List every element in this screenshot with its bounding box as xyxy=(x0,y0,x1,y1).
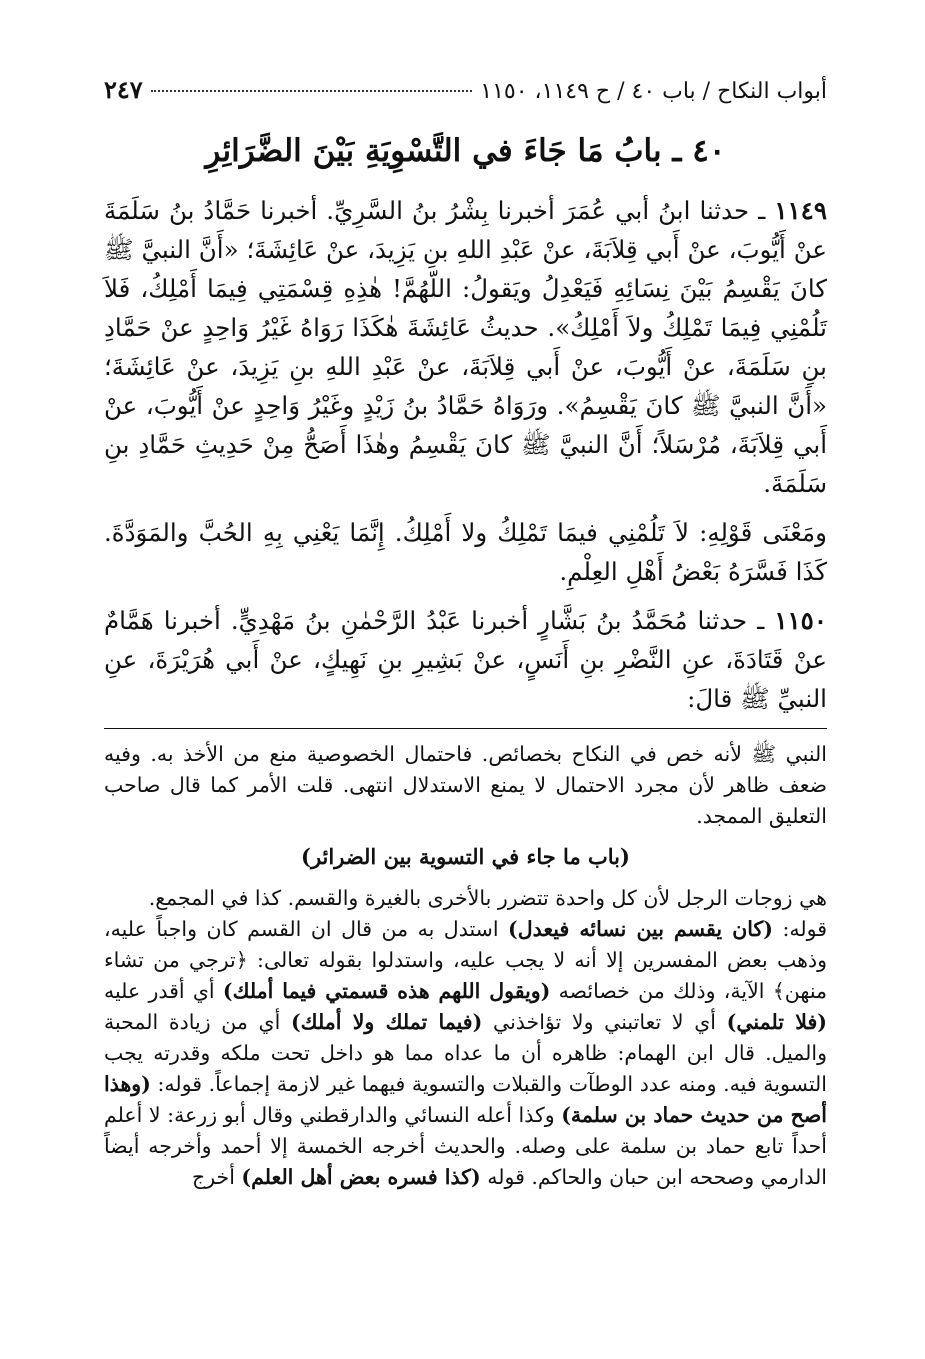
hadith-1150 xyxy=(104,601,827,718)
quoted-lemma: (كان يقسم بين نسائه فيعدل) xyxy=(508,917,773,942)
commentary-text: أي لا تعاتبني ولا تؤاخذني xyxy=(482,1010,727,1035)
footnote-divider xyxy=(104,728,827,729)
commentary-text: قوله: xyxy=(772,917,827,942)
quoted-lemma: (فيما تملك ولا أملك) xyxy=(290,1010,483,1035)
hadith-1149 xyxy=(104,191,827,503)
commentary-text: استدل به من قال ان القسم كان واجباً عليه، وذهب بعض المفسرين إلا أنه لا يجب عليه، واستدلوا بقوله تعالى: ﴿ترجي من تشاء منهن﴾ الآية، وذلك من خصائصه xyxy=(104,917,827,1004)
quoted-lemma: (ويقول اللهم هذه قسمتي فيما أملك) xyxy=(222,979,551,1004)
running-header-title: أبواب النكاح / باب ٤٠ / ح ١١٤٩، ١١٥٠ xyxy=(480,79,827,104)
commentary-text: أخرج xyxy=(191,1165,242,1190)
commentary-paragraph xyxy=(104,914,827,1193)
commentary-paragraph: هي زوجات الرجل لأن كل واحدة تتضرر بالأخرى بالغيرة والقسم. كذا في المجمع. xyxy=(148,886,827,911)
commentary-continuation: النبي ﷺ لأنه خص في النكاح بخصائص. فاحتمال الخصوصية منع من الأخذ به. وفيه ضعف ظاهر لأن مجرد الاحتمال لا يمنع الاستدلال انتهى. قلت الأمر كما قال صاحب التعليق الممجد. xyxy=(104,742,827,829)
chapter-title: ٤٠ ـ بابُ مَا جَاءَ في التَّسْوِيَةِ بَيْنَ الضَّرَائِرِ xyxy=(205,133,726,169)
hadith-number: ١١٤٩ xyxy=(774,196,827,226)
commentary-text: أي أقدر عليه xyxy=(104,979,223,1004)
leader-dots xyxy=(151,89,473,92)
hadith-text: ـ حدثنا ابنُ أبي عُمَرَ أخبرنا بِشْرُ بنُ السَّرِيِّ. أخبرنا حَمَّادُ بنُ سَلَمَةَ عنْ أَيُّوبَ، عنْ أَبي قِلاَبَةَ، عنْ عَبْدِ اللهِ بنِ يَزِيدَ، عنْ عَائِشَةَ؛ «أَنَّ النبيَّ ﷺ كانَ يَقْسِمُ بَيْنَ نِسَائِهِ فَيَعْدِلُ ويَقولُ: اللّهُمَّ! هٰذِهِ قِسْمَتِي فِيمَا أَمْلِكُ، فَلاَ تَلُمْنِي فِيمَا تَمْلِكُ ولاَ أَمْلِكُ». حديثُ عَائِشَةَ هٰكَذَا رَوَاهُ غَيْرُ وَاحِدٍ عنْ حَمَّادِ بنِ سَلَمَةَ، عنْ أَيُّوبَ، عنْ أَبي قِلاَبَةَ، عنْ عَبْدِ اللهِ بنِ يَزِيدَ، عنْ عَائِشَةَ؛ «أَنَّ النبيَّ ﷺ كانَ يَقْسِمُ». ورَوَاهُ حَمَّادُ بنُ زَيْدٍ وغَيْرُ وَاحِدٍ عنْ أَيُّوبَ، عنْ أَبي قِلاَبَةَ، مُرْسَلاً؛ أَنَّ النبيَّ ﷺ كانَ يَقْسِمُ وهٰذَا أَصَحُّ مِنْ حَدِيثِ حَمَّادِ بنِ سَلَمَةَ. xyxy=(104,196,827,499)
meaning-note: ومَعْنَى قَوْلِهِ: لاَ تَلُمْنِي فيمَا تَمْلِكُ ولا أَمْلِكُ. إِنَّمَا يَعْنِي بِهِ الحُبَّ والمَوَدَّةَ. كَذَا فَسَّرَهُ بَعْضُ أَهْلِ العِلْمِ. xyxy=(104,518,827,587)
page-number: ٢٤٧ xyxy=(104,75,143,104)
running-header xyxy=(104,75,827,104)
quoted-lemma: (وهذا أصح من حديث حماد بن سلمة) xyxy=(104,1072,827,1128)
commentary-section-title: (باب ما جاء في التسوية بين الضرائر) xyxy=(301,844,630,870)
commentary-text: أي من زيادة المحبة والميل. قال ابن الهمام: ظاهره أن ما عداه مما هو داخل تحت ملكه وقدرته يجب التسوية فيه. ومنه عدد الوطآت والقبلات والتسوية فيهما غير لازمة إجماعاً. قوله: xyxy=(104,1010,827,1097)
hadith-number: ١١٥٠ xyxy=(774,606,827,636)
quoted-lemma: (فلا تلمني) xyxy=(726,1010,827,1035)
quoted-lemma: (كذا فسره بعض أهل العلم) xyxy=(241,1165,481,1190)
hadith-text: ـ حدثنا مُحَمَّدُ بنُ بَشَّارٍ أخبرنا عَبْدُ الرَّحْمٰنِ بنُ مَهْدِيٍّ. أخبرنا هَمَّامٌ عنْ قَتَادَةَ، عنِ النَّضْرِ بنِ أَنَسٍ، عنْ بَشِيرِ بنِ نَهِيكٍ، عنْ أَبي هُرَيْرَةَ، عنِ النبيِّ ﷺ قالَ: xyxy=(104,606,827,714)
commentary-text: وكذا أعله النسائي والدارقطني وقال أبو زرعة: لا أعلم أحداً تابع حماد بن سلمة على وصله. والحديث أخرجه الخمسة إلا أحمد وأخرجه أيضاً الدارمي وصححه ابن حبان والحاكم. قوله xyxy=(104,1103,827,1190)
